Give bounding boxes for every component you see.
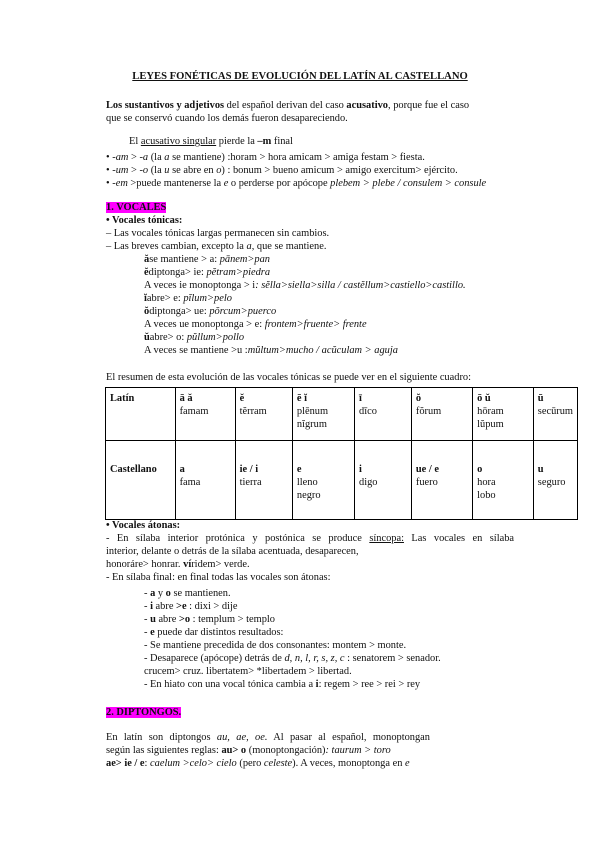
castellano-cell bbox=[533, 441, 577, 520]
final-e bbox=[144, 626, 283, 639]
latin-cell bbox=[292, 388, 354, 441]
um-e: (la bbox=[148, 165, 165, 176]
atonas-line-2: interior, delante o detrás de la sílaba acentuada, desaparecen, bbox=[106, 546, 359, 557]
dipt-l3b: : bbox=[144, 758, 151, 769]
section-1-label: 1. VOCALES bbox=[106, 202, 167, 213]
r4a: ĭ bbox=[144, 293, 147, 304]
castellano-word: negro bbox=[296, 490, 321, 501]
rule-line bbox=[129, 135, 293, 148]
atonas-line-1 bbox=[106, 532, 514, 545]
castellano-word: seguro bbox=[537, 477, 566, 488]
r5a: ŏ bbox=[144, 306, 150, 317]
castellano-word: fama bbox=[179, 477, 201, 488]
atonas-p3c: ridem> verde. bbox=[191, 559, 250, 570]
dipt-l2b: au> o bbox=[221, 745, 247, 756]
i3a: - bbox=[144, 614, 151, 625]
castellano-word: lleno bbox=[296, 477, 318, 488]
rule-ue-monoptonga bbox=[144, 318, 367, 331]
latin-word: tĕrram bbox=[239, 406, 267, 417]
em-f: plebem > plebe / consulem > consule bbox=[330, 178, 487, 189]
final-e-apocope bbox=[144, 652, 441, 665]
latin-label: Latín bbox=[110, 393, 135, 404]
i4b: e bbox=[150, 627, 155, 638]
i4c: puede dar distintos resultados: bbox=[154, 627, 284, 638]
latin-word: nĭgrum bbox=[296, 419, 327, 430]
em-b: em bbox=[115, 178, 128, 189]
r7a: ŭ bbox=[144, 332, 150, 343]
i3b: u bbox=[150, 614, 156, 625]
em-e: o perderse por apócope bbox=[228, 178, 331, 189]
um-c: > - bbox=[128, 165, 143, 176]
em-a: • - bbox=[106, 178, 116, 189]
atonas-heading: • Vocales átonas: bbox=[106, 520, 181, 531]
intro-line-2: que se conservó cuando los demás fueron desapareciendo. bbox=[106, 113, 348, 124]
i2b: i bbox=[150, 601, 153, 612]
rule-m: –m bbox=[257, 136, 272, 147]
i6b: d, n, l, r, s, z, c bbox=[284, 653, 345, 664]
atonas-p3a: honoráre> honrar. bbox=[106, 559, 184, 570]
rule-a-breve bbox=[144, 253, 270, 266]
dipt-l1c: Al pasar al español, monoptongan bbox=[267, 732, 430, 743]
i1b: a bbox=[150, 588, 156, 599]
um-f: u bbox=[164, 165, 170, 176]
castellano-cell bbox=[411, 441, 472, 520]
dipt-l3a: ae> ie / e bbox=[106, 758, 145, 769]
dipt-l1b: au, ae, oe. bbox=[216, 732, 268, 743]
r7b: abre> o: bbox=[149, 332, 187, 343]
latin-word: hōram bbox=[477, 406, 504, 417]
tonicas-heading: • Vocales tónicas: bbox=[106, 215, 183, 226]
dipt-line-2 bbox=[106, 744, 391, 757]
rule-am bbox=[106, 151, 425, 164]
latin-word: fŏrum bbox=[415, 406, 442, 417]
r6a: A veces ue monoptonga > e: bbox=[144, 319, 265, 330]
r5b: diptonga> ue: bbox=[149, 306, 210, 317]
atonas-p1a: - En sílaba interior protónica y postónica se produce bbox=[106, 533, 370, 544]
i8a: - En hiato con una vocal tónica cambia a bbox=[144, 679, 316, 690]
i8c: : regem > ree > rei > rey bbox=[318, 679, 421, 690]
intro-line-1 bbox=[106, 99, 469, 112]
r3b: : sĕlla>siella>silla / castĕllum>castiello>castillo. bbox=[255, 280, 466, 291]
rule-o-breve bbox=[144, 305, 276, 318]
r6b: frontem>fruente> frente bbox=[264, 319, 367, 330]
rule-u-breve bbox=[144, 331, 244, 344]
latin-cell bbox=[533, 388, 577, 441]
um-g: se abre en bbox=[169, 165, 217, 176]
rule-mid: pierde la bbox=[216, 136, 258, 147]
dipt-l2d: : taurum > toro bbox=[325, 745, 391, 756]
tonicas-line-1: – Las vocales tónicas largas permanecen sin cambios. bbox=[106, 228, 330, 239]
dipt-l3f: ). A veces, monoptonga en bbox=[292, 758, 405, 769]
latin-cell bbox=[355, 388, 412, 441]
final-e-mantiene: - Se mantiene precedida de dos consonantes: montem > monte. bbox=[144, 640, 407, 651]
i8b: i bbox=[315, 679, 319, 690]
resumen-text: El resumen de esta evolución de las vocales tónicas se puede ver en el siguiente cuadro: bbox=[106, 372, 471, 383]
castellano-label: Castellano bbox=[110, 464, 157, 475]
am-c: > - bbox=[128, 152, 143, 163]
em-c: >puede mantenerse la bbox=[127, 178, 224, 189]
rule-e-breve bbox=[144, 266, 270, 279]
r2a: ĕ bbox=[144, 267, 149, 278]
latin-word: lŭpum bbox=[477, 419, 504, 430]
am-g: se mantiene) :horam > hora amicam > amiga festam > fiesta. bbox=[169, 152, 425, 163]
i6c: : senatorem > senador. bbox=[344, 653, 441, 664]
castellano-word: tierra bbox=[239, 477, 262, 488]
em-d: e bbox=[223, 178, 229, 189]
castellano-cell bbox=[355, 441, 412, 520]
castellano-vowel: i bbox=[359, 464, 362, 475]
latin-word: dīco bbox=[359, 406, 377, 417]
rule-post: final bbox=[271, 136, 293, 147]
r5c: pŏrcum>puerco bbox=[209, 306, 277, 317]
latin-vowel: ĕ bbox=[239, 393, 245, 404]
latin-vowel: ō ŭ bbox=[477, 393, 491, 404]
latin-vowel: ē ĭ bbox=[296, 393, 308, 404]
dipt-line-1 bbox=[106, 731, 430, 744]
castellano-cell bbox=[292, 441, 354, 520]
intro-text-2: , porque fue el caso bbox=[388, 100, 470, 111]
rule-underline: acusativo singular bbox=[140, 136, 217, 147]
atonas-p1b: síncopa: bbox=[369, 533, 404, 544]
document-title: LEYES FONÉTICAS DE EVOLUCIÓN DEL LATÍN AL CASTELLANO bbox=[132, 71, 468, 82]
castellano-vowel: ue / e bbox=[415, 464, 439, 475]
castellano-cell bbox=[175, 441, 235, 520]
tonicas-l2c: , que se mantiene. bbox=[251, 241, 327, 252]
i3e: : templum > templo bbox=[190, 614, 275, 625]
latin-cell bbox=[411, 388, 472, 441]
am-d: a bbox=[142, 152, 149, 163]
table-row-latin bbox=[106, 388, 578, 441]
castellano-vowel: a bbox=[179, 464, 185, 475]
section-2-heading bbox=[106, 706, 181, 719]
i2a: - bbox=[144, 601, 151, 612]
r8b: mŭltum>mucho / acŭculam > aguja bbox=[247, 345, 398, 356]
dipt-l1a: En latín son diptongos bbox=[106, 732, 217, 743]
i1a: - bbox=[144, 588, 151, 599]
castellano-word: digo bbox=[359, 477, 378, 488]
r4b: abre> e: bbox=[146, 293, 184, 304]
um-a: • - bbox=[106, 165, 116, 176]
intro-bold-1: Los sustantivos y adjetivos bbox=[106, 100, 225, 111]
am-f: a bbox=[164, 152, 170, 163]
i1e: se mantienen. bbox=[170, 588, 231, 599]
latin-vowel: ŏ bbox=[415, 393, 422, 404]
atonas-p1c: Las vocales en sílaba bbox=[403, 533, 514, 544]
r2b: diptonga> ie: bbox=[148, 267, 207, 278]
r3a: A veces ie monoptonga > i bbox=[144, 280, 256, 291]
rule-i-breve bbox=[144, 292, 232, 305]
section-2-label: 2. DIPTONGOS. bbox=[106, 707, 182, 718]
r1a: ă bbox=[144, 254, 150, 265]
tonicas-l2a: – Las breves cambian, excepto la bbox=[106, 241, 247, 252]
r4c: pĭlum>pelo bbox=[183, 293, 232, 304]
rule-u-mantiene bbox=[144, 344, 398, 357]
castellano-word: hora bbox=[477, 477, 496, 488]
table-row-castellano bbox=[106, 441, 578, 520]
latin-word: famam bbox=[179, 406, 209, 417]
i4a: - bbox=[144, 627, 151, 638]
latin-vowel: ū bbox=[537, 393, 544, 404]
latin-vowel: ā ă bbox=[179, 393, 193, 404]
final-e-ejemplos: crucem> cruz. libertatem> *libertadem > libertad. bbox=[144, 666, 352, 677]
r2c: pĕtram>piedra bbox=[206, 267, 271, 278]
atonas-line-3 bbox=[106, 558, 250, 571]
final-u bbox=[144, 613, 275, 626]
i2e: : dixi > dije bbox=[186, 601, 238, 612]
rule-pre: El bbox=[129, 136, 141, 147]
rule-ie-monoptonga bbox=[144, 279, 466, 292]
i2d: >e bbox=[176, 601, 187, 612]
um-b: um bbox=[115, 165, 129, 176]
final-a-o bbox=[144, 587, 231, 600]
latin-word: secūrum bbox=[537, 406, 573, 417]
castellano-vowel: u bbox=[537, 464, 544, 475]
castellano-word: fuero bbox=[415, 477, 438, 488]
section-1-heading bbox=[106, 201, 166, 214]
i1c: y bbox=[155, 588, 166, 599]
latin-cell bbox=[235, 388, 292, 441]
atonas-final: - En sílaba final: en final todas las vocales son átonas: bbox=[106, 572, 331, 583]
castellano-vowel: ie / i bbox=[239, 464, 259, 475]
r1c: pānem>pan bbox=[219, 254, 271, 265]
intro-text-1: del español derivan del caso bbox=[224, 100, 347, 111]
i6a: - Desaparece (apócope) detrás de bbox=[144, 653, 285, 664]
latin-cell bbox=[473, 388, 534, 441]
am-a: • - bbox=[106, 152, 116, 163]
am-b: am bbox=[115, 152, 129, 163]
i3c: abre bbox=[155, 614, 179, 625]
castellano-word: lobo bbox=[477, 490, 496, 501]
tonicas-l2b: a bbox=[246, 241, 252, 252]
castellano-cell bbox=[235, 441, 292, 520]
final-i bbox=[144, 600, 237, 613]
latin-word: plēnum bbox=[296, 406, 329, 417]
tonicas-line-2 bbox=[106, 240, 326, 253]
dipt-l3e: celeste bbox=[263, 758, 293, 769]
vowel-table bbox=[105, 387, 578, 520]
dipt-l3g: e bbox=[405, 758, 410, 769]
um-h: o bbox=[216, 165, 222, 176]
r1b: se mantiene > a: bbox=[149, 254, 220, 265]
r7c: pŭllum>pollo bbox=[186, 332, 245, 343]
dipt-l3d: (pero bbox=[236, 758, 264, 769]
dipt-line-3 bbox=[106, 757, 410, 770]
dipt-l2a: según las siguientes reglas: bbox=[106, 745, 222, 756]
rule-um bbox=[106, 164, 458, 177]
castellano-vowel: e bbox=[296, 464, 302, 475]
dipt-l3c: caelum >celo> cielo bbox=[150, 758, 237, 769]
am-e: (la bbox=[148, 152, 165, 163]
intro-bold-2: acusativo bbox=[346, 100, 388, 111]
um-i: ) : bonum > bueno amicum > amigo exercitum> ejército. bbox=[221, 165, 458, 176]
um-d: o bbox=[142, 165, 149, 176]
i2c: abre bbox=[152, 601, 177, 612]
latin-cell bbox=[175, 388, 235, 441]
final-e-hiato bbox=[144, 678, 420, 691]
r8a: A veces se mantiene >u : bbox=[144, 345, 248, 356]
dipt-l2c: (monoptongación) bbox=[246, 745, 326, 756]
atonas-p3b: ví bbox=[183, 559, 192, 570]
latin-vowel: ī bbox=[359, 393, 362, 404]
i1d: o bbox=[165, 588, 171, 599]
i3d: >o bbox=[178, 614, 191, 625]
rule-em bbox=[106, 177, 486, 190]
castellano-vowel: o bbox=[477, 464, 483, 475]
castellano-cell bbox=[473, 441, 534, 520]
